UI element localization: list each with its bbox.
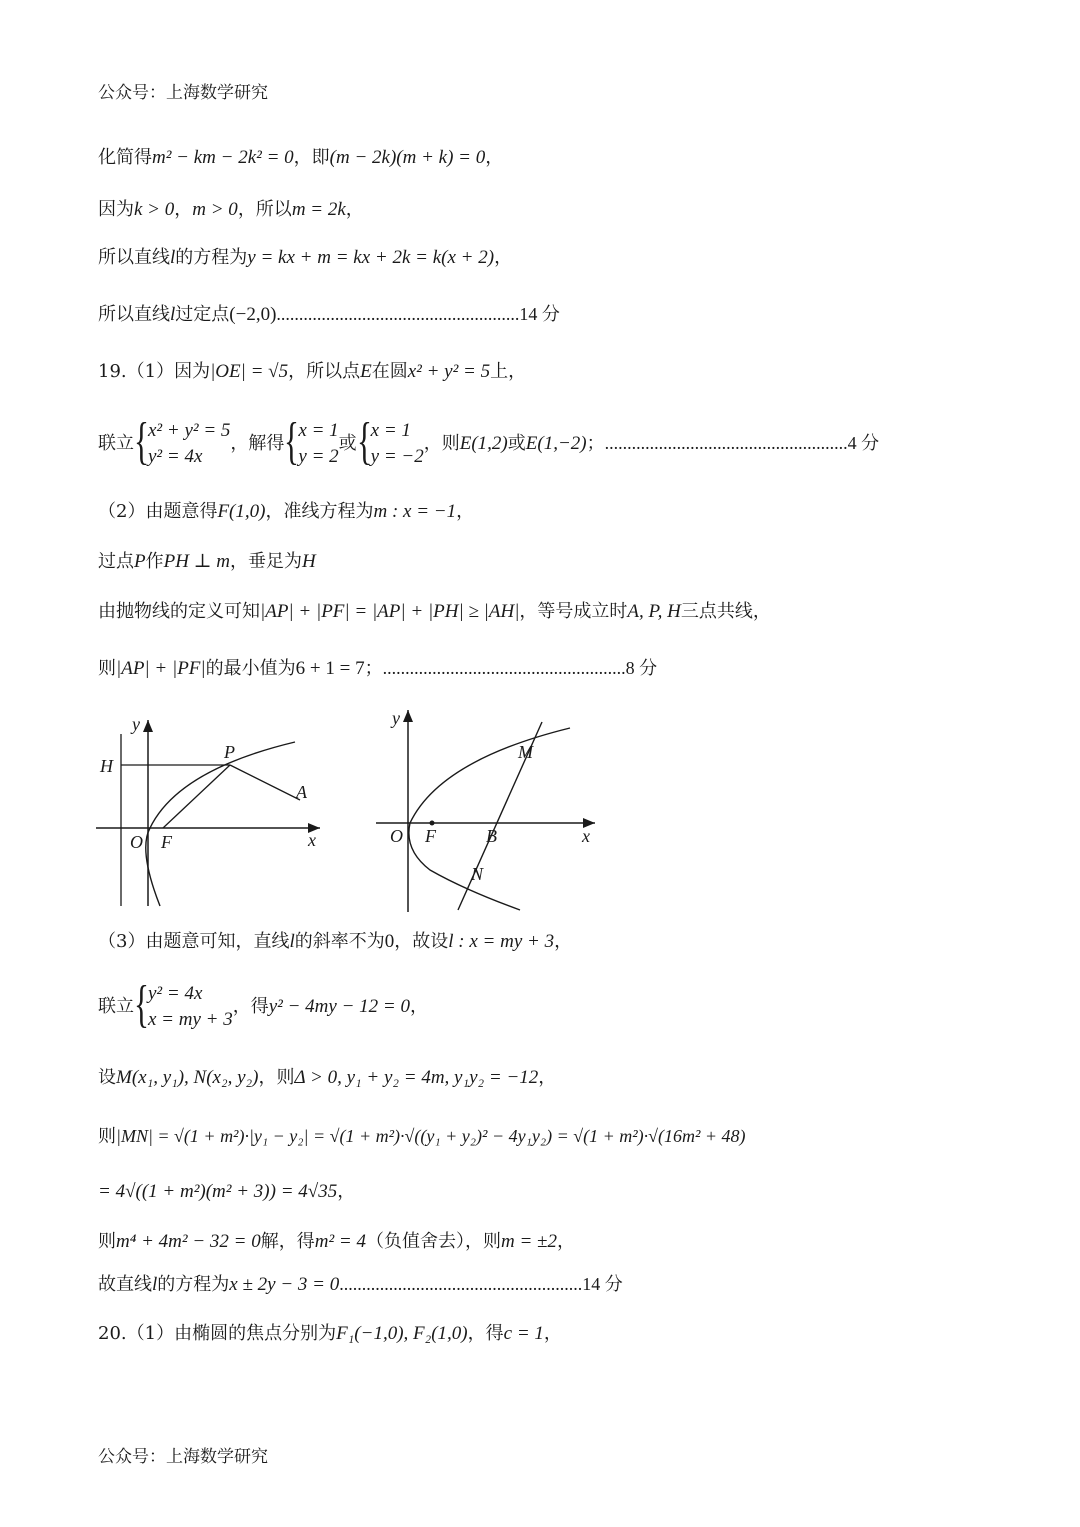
label-y: y [132,714,140,734]
system-row: x = 1 [370,420,411,441]
text: 所以直线 [98,247,170,268]
text: 则 [98,1126,116,1147]
formula: l [170,247,176,268]
solution-line-13 [98,1066,556,1090]
formula: = 4√((1 + m²)(m² + 3)) = 4√35 [98,1181,338,1202]
equation-system-4: { y² = 4x x = my + 3 [134,976,233,1033]
text: ，得 [467,1323,504,1344]
formula: E(1,−2) [525,433,587,454]
label-h: H [100,756,113,776]
formula: c = 1 [503,1323,544,1344]
text: ，所以 [237,199,292,220]
text: ， [409,996,428,1017]
text: ，等号成立时 [519,601,628,622]
formula: m = ±2 [500,1231,557,1252]
y-axis-arrow [403,710,413,722]
text: 的方程为 [175,247,248,268]
solution-line-7 [98,500,474,524]
formula: A, P, H [627,601,681,622]
text: ，则 [423,433,460,454]
system-row: y² = 4x [148,983,203,1004]
text: 的最小值为 [205,658,296,679]
score-leader: ；......................................................4 分 [586,433,880,453]
formula: Δ > 0, y₁ + y₂ = 4m, y₁y₂ = −12 [294,1067,539,1088]
solution-line-5 [98,360,526,384]
label-o: O [130,832,143,852]
text: 所以直线 [98,304,170,325]
text: ， [494,247,513,268]
formula: x² + y² = 5 [407,361,491,382]
label-f: F [425,826,436,846]
figure-parabola-min-distance [90,710,330,910]
text: 作 [145,551,164,572]
label-x: x [582,826,590,846]
system-row: x = my + 3 [148,1009,233,1030]
solution-line-3 [98,246,512,270]
solution-line-15 [98,1180,355,1204]
text: 故直线 [98,1274,152,1295]
formula: y² − 4my − 12 = 0 [268,996,410,1017]
y-axis-arrow [143,720,153,732]
text: ，准线方程为 [265,501,374,522]
label-x: x [308,830,316,850]
equation-system-3: { x = 1 y = −2 [356,413,424,470]
formula: E [360,361,372,382]
formula: 6 + 1 = 7 [295,658,365,679]
text: （3）由题意可知，直线 [98,931,290,952]
formula: x ± 2y − 3 = 0 [229,1274,340,1295]
solution-line-10 [98,656,657,681]
text: ， [174,199,193,220]
solution-line-12 [98,976,428,1034]
formula: |AP| + |PF| = |AP| + |PH| ≥ |AH| [260,601,520,622]
formula: m² − km − 2k² = 0 [152,147,294,168]
formula: P [134,551,146,572]
text: ， [554,931,573,952]
formula: k > 0 [134,199,175,220]
formula: m⁴ + 4m² − 32 = 0 [116,1231,261,1252]
label-b: B [486,826,497,846]
solution-line-6 [98,413,880,471]
text: （2）由题意得 [98,501,218,522]
text: 20.（1）由椭圆的焦点分别为 [98,1323,337,1344]
text: 的方程为 [157,1274,230,1295]
solution-line-14 [98,1124,746,1149]
score-leader: ......................................................14 分 [339,1274,623,1294]
formula: m > 0 [192,199,238,220]
text: ， [337,1181,356,1202]
text: 由抛物线的定义可知 [98,601,260,622]
system-row: x² + y² = 5 [148,420,231,441]
solution-line-17 [98,1272,623,1297]
solution-line-11 [98,930,572,954]
text: ， [345,199,364,220]
formula: l [170,304,176,325]
solution-line-2 [98,198,364,222]
formula: |AP| + |PF| [116,658,206,679]
formula: PH ⊥ m [163,551,231,572]
formula: m : x = −1 [373,501,457,522]
text: 过点 [98,551,134,572]
solution-line-16 [98,1230,575,1254]
formula: l : x = my + 3 [448,931,555,952]
formula: (−2,0) [229,304,277,325]
solution-line-9 [98,600,771,624]
text: ，解得 [230,433,285,454]
text: 则 [98,658,116,679]
text: 的斜率不为 [294,931,385,952]
text: （负值舍去），则 [365,1231,501,1252]
formula: H [302,551,316,572]
text: 化简得 [98,147,152,168]
system-row: x = 1 [298,420,339,441]
text: ， [485,147,504,168]
page-footer: 公众号：上海数学研究 [98,1447,268,1467]
formula: y = kx + m = kx + 2k = k(x + 2) [247,247,495,268]
text: ，即 [293,147,330,168]
text: 在圆 [371,361,408,382]
solution-line-4 [98,302,560,327]
score-leader: ；......................................................8 分 [364,658,658,678]
equation-system-1: { x² + y² = 5 y² = 4x [134,413,231,470]
text: ，得 [232,996,269,1017]
focus-point [430,821,435,826]
label-m: M [518,742,533,762]
label-y: y [392,708,400,728]
solution-line-1 [98,146,503,170]
text: 或 [507,433,526,454]
label-n: N [471,864,484,884]
formula: E(1,2) [459,433,508,454]
text: 则 [98,1231,116,1252]
text: 上， [490,361,527,382]
formula: (m − 2k)(m + k) = 0 [329,147,486,168]
formula: l [289,931,295,952]
label-p: P [224,742,235,762]
formula: m = 2k [291,199,346,220]
figure-chord-mn [370,700,610,915]
text: 联立 [98,996,134,1017]
page-header: 公众号：上海数学研究 [98,83,268,103]
equation-system-2: { x = 1 y = 2 [284,413,339,470]
system-row: y² = 4x [148,446,203,467]
text: 设 [98,1067,116,1088]
formula: |OE| = √5 [210,361,289,382]
text: ， [456,501,475,522]
text: 因为 [98,199,134,220]
formula: M(x₁, y₁), N(x₂, y₂) [116,1067,259,1088]
formula: l [152,1274,158,1295]
formula: |MN| = √(1 + m²)·|y₁ − y₂| = √(1 + m²)·√((y₁ + y₂)² − 4y₁y₂) = √(1 + m²)·√(16m² + 48) [116,1126,746,1146]
text: ，垂足为 [230,551,303,572]
system-row: y = −2 [370,446,424,467]
text: ， [556,1231,575,1252]
text: ，故设 [394,931,449,952]
text: 19.（1）因为 [98,361,211,382]
parabola-curve [409,728,570,910]
text: ， [538,1067,557,1088]
text: 或 [338,433,357,454]
text: 联立 [98,433,134,454]
text: 过定点 [175,304,230,325]
text: 三点共线， [680,601,771,622]
segment-pf [163,765,230,828]
formula: F(1,0) [217,501,266,522]
text: 解，得 [260,1231,315,1252]
label-o: O [390,826,403,846]
segment-pa [230,765,300,800]
solution-line-8 [98,550,316,574]
label-f: F [161,832,172,852]
text: ， [543,1323,562,1344]
solution-line-18 [98,1322,562,1346]
score-leader: ......................................................14 分 [276,304,560,324]
formula: 0 [384,931,395,952]
formula: m² = 4 [314,1231,366,1252]
label-a: A [296,782,307,802]
text: ，则 [258,1067,295,1088]
system-row: y = 2 [298,446,339,467]
formula: F₁(−1,0), F₂(1,0) [336,1323,468,1344]
text: ，所以点 [288,361,361,382]
